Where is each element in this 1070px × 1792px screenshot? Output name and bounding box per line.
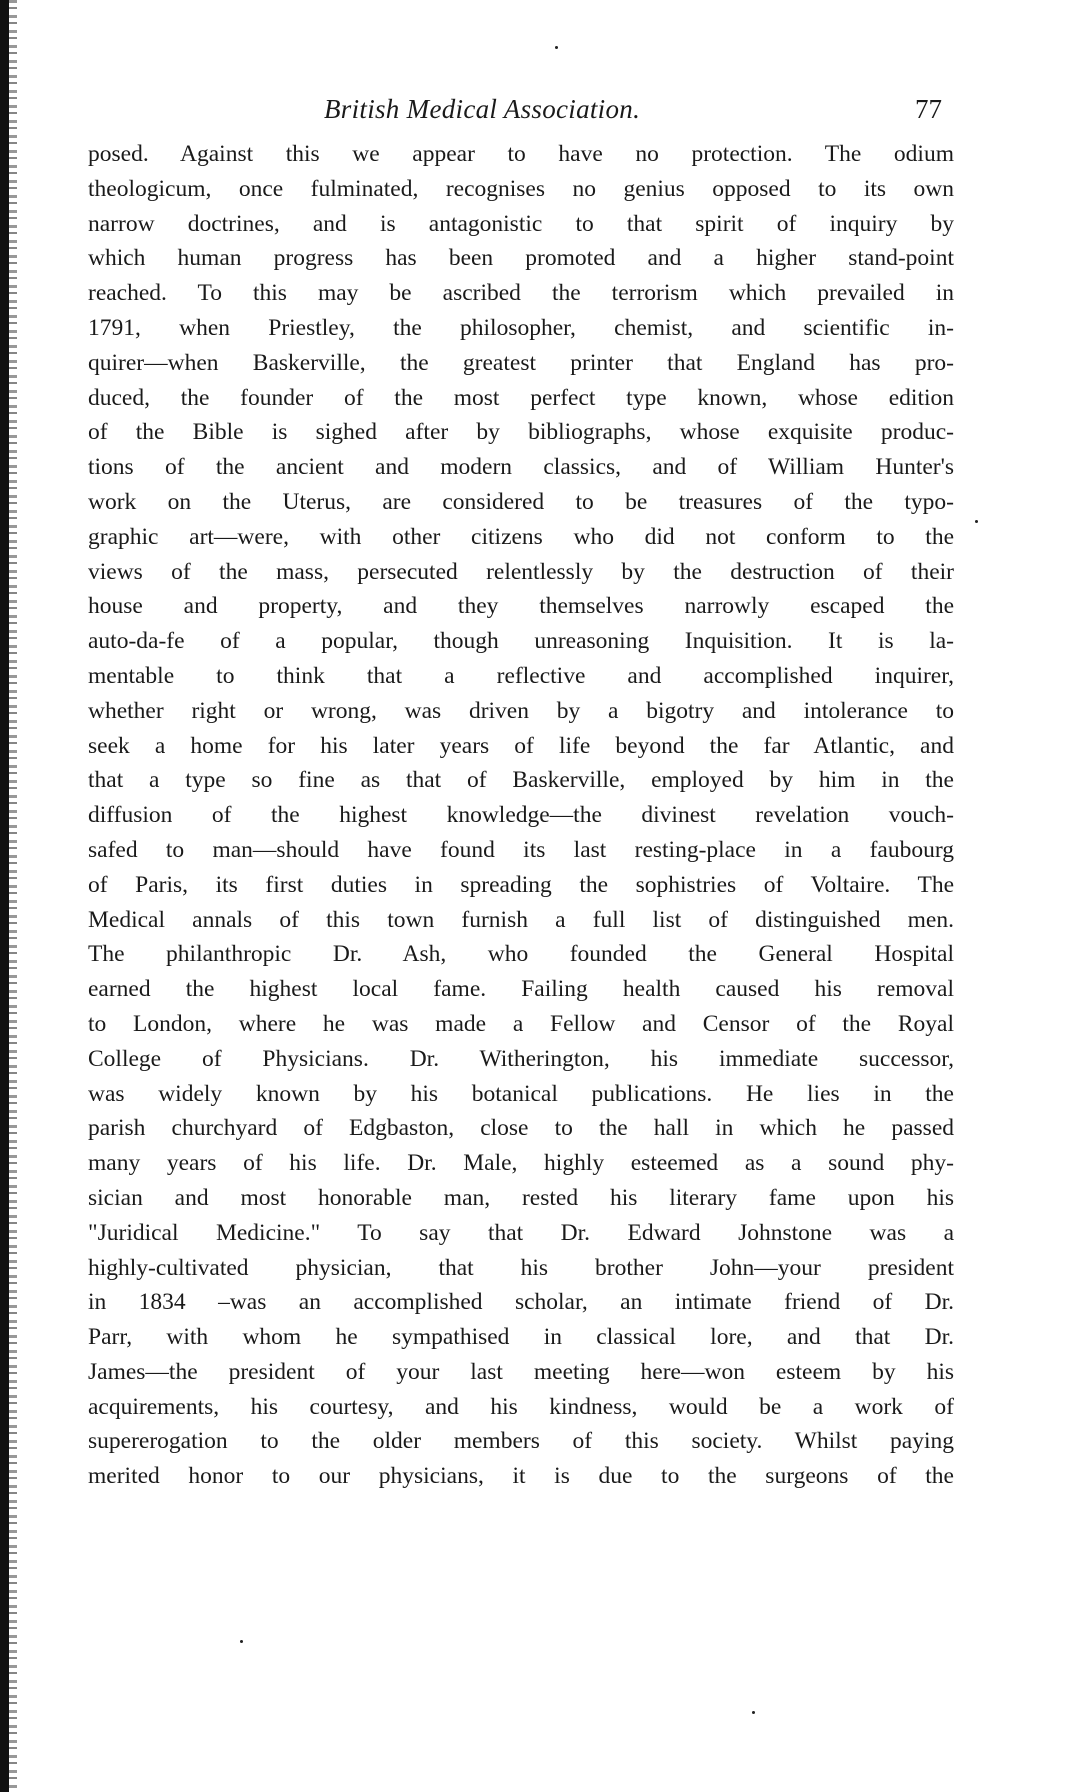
text-line: that a type so fine as that of Baskerville, employed by him in the	[88, 767, 954, 794]
text-line: was widely known by his botanical publications. He lies in the	[88, 1080, 954, 1107]
running-title: British Medical Association.	[324, 94, 641, 124]
text-line: The philanthropic Dr. Ash, who founded the General Hospital	[88, 941, 954, 968]
text-line: quirer—when Baskerville, the greatest printer that England has pro-	[88, 349, 954, 376]
text-line: posed. Against this we appear to have no protection. The odium	[88, 141, 954, 167]
book-page	[88, 82, 954, 1732]
text-line: in 1834 –was an accomplished scholar, an intimate friend of Dr.	[88, 1289, 954, 1316]
text-line: reached. To this may be ascribed the terrorism which prevailed in	[88, 280, 954, 307]
stray-mark	[975, 520, 978, 523]
text-line: earned the highest local fame. Failing health caused his removal	[88, 976, 954, 1003]
text-line: of the Bible is sighed after by bibliographs, whose exquisite produc-	[88, 419, 954, 446]
text-line: College of Physicians. Dr. Witherington, his immediate successor,	[88, 1045, 954, 1072]
text-line: narrow doctrines, and is antagonistic to that spirit of inquiry by	[88, 210, 954, 237]
text-line: graphic art—were, with other citizens who did not conform to the	[88, 523, 954, 550]
text-line: merited honor to our physicians, it is due to the surgeons of the	[88, 1463, 954, 1490]
text-line: theologicum, once fulminated, recognises no genius opposed to its own	[88, 175, 954, 202]
text-line: diffusion of the highest knowledge—the divinest revelation vouch-	[88, 802, 954, 829]
text-line: parish churchyard of Edgbaston, close to the hall in which he passed	[88, 1115, 954, 1142]
text-line: many years of his life. Dr. Male, highly esteemed as a sound phy-	[88, 1150, 954, 1177]
text-line: to London, where he was made a Fellow and Censor of the Royal	[88, 1010, 954, 1037]
text-line: which human progress has been promoted and a higher stand-point	[88, 245, 954, 272]
text-line: auto-da-fe of a popular, though unreasoning Inquisition. It is la-	[88, 628, 954, 655]
running-head	[88, 82, 954, 132]
text-line: whether right or wrong, was driven by a bigotry and intolerance to	[88, 697, 954, 724]
text-line: duced, the founder of the most perfect type known, whose edition	[88, 384, 954, 411]
stray-mark	[555, 46, 558, 49]
text-line: Medical annals of this town furnish a full list of distinguished men.	[88, 906, 954, 933]
text-line: highly-cultivated physician, that his brother John—your president	[88, 1254, 954, 1281]
text-line: views of the mass, persecuted relentlessly by the destruction of their	[88, 558, 954, 585]
text-line: "Juridical Medicine." To say that Dr. Edward Johnstone was a	[88, 1219, 954, 1246]
text-line: Parr, with whom he sympathised in classical lore, and that Dr.	[88, 1324, 954, 1351]
text-line: house and property, and they themselves narrowly escaped the	[88, 593, 954, 620]
page-number: 77	[915, 94, 942, 124]
text-line: mentable to think that a reflective and accomplished inquirer,	[88, 662, 954, 689]
text-line: seek a home for his later years of life beyond the far Atlantic, and	[88, 732, 954, 759]
binding-speckle	[9, 0, 17, 1792]
text-line: of Paris, its first duties in spreading the sophistries of Voltaire. The	[88, 871, 954, 898]
text-line: 1791, when Priestley, the philosopher, chemist, and scientific in-	[88, 314, 954, 341]
text-line: supererogation to the older members of this society. Whilst paying	[88, 1428, 954, 1455]
body-text	[88, 137, 954, 1494]
binding-edge	[0, 0, 9, 1792]
text-line: tions of the ancient and modern classics, and of William Hunter's	[88, 454, 954, 481]
text-line: work on the Uterus, are considered to be treasures of the typo-	[88, 488, 954, 515]
text-line: safed to man—should have found its last resting-place in a faubourg	[88, 836, 954, 863]
text-line: sician and most honorable man, rested his literary fame upon his	[88, 1184, 954, 1211]
text-line: acquirements, his courtesy, and his kindness, would be a work of	[88, 1393, 954, 1420]
text-line: James—the president of your last meeting here—won esteem by his	[88, 1358, 954, 1385]
